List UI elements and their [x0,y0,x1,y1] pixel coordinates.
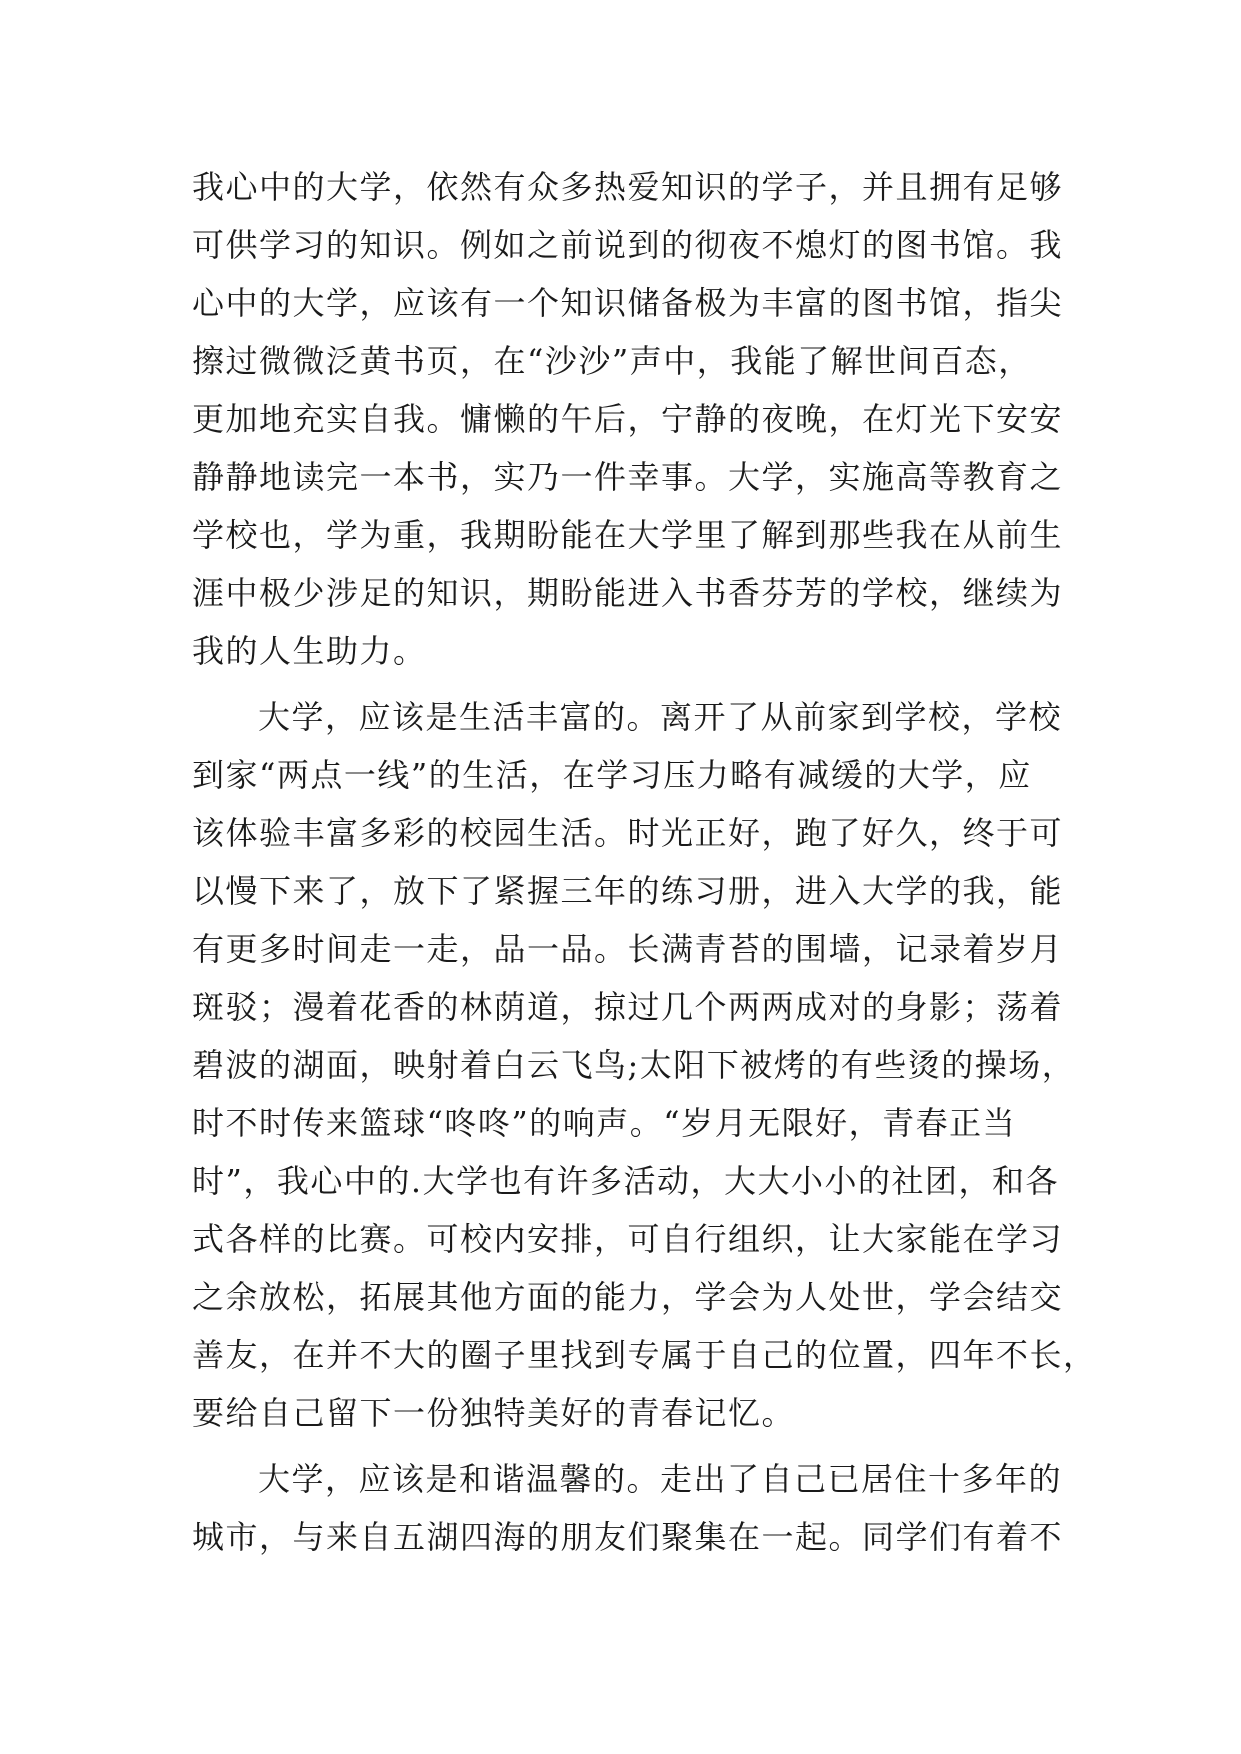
text-line: 学校也，学为重，我期盼能在大学里了解到那些我在从前生 [192,516,1064,554]
text-line: 斑驳；漫着花香的林荫道，掠过几个两两成对的身影；荡着 [192,988,1064,1026]
text-line: 该体验丰富多彩的校园生活。时光正好，跑了好久，终于可 [192,814,1064,852]
text-line: 城市，与来自五湖四海的朋友们聚集在一起。同学们有着不 [192,1518,1064,1556]
body-text [192,158,1097,1566]
text-line: 我的人生助力。 [192,632,427,670]
text-line: 涯中极少涉足的知识，期盼能进入书香芬芳的学校，继续为 [192,574,1064,612]
text-line: 善友，在并不大的圈子里找到专属于自己的位置，四年不长， [192,1336,1097,1374]
text-line: 我心中的大学，依然有众多热爱知识的学子，并且拥有足够 [192,168,1064,206]
text-line: 可供学习的知识。例如之前说到的彻夜不熄灯的图书馆。我 [192,226,1064,264]
text-line: 到家“两点一线”的生活，在学习压力略有减缓的大学，应 [192,756,1032,794]
text-line: 有更多时间走一走，品一品。长满青苔的围墙，记录着岁月 [192,930,1064,968]
text-line: 式各样的比赛。可校内安排，可自行组织，让大家能在学习 [192,1220,1064,1258]
text-line: 要给自己留下一份独特美好的青春记忆。 [192,1394,796,1432]
text-line: 时”，我心中的.大学也有许多活动，大大小小的社团，和各 [192,1162,1060,1200]
text-line: 时不时传来篮球“咚咚”的响声。“岁月无限好，青春正当 [192,1104,1017,1142]
text-line: 静静地读完一本书，实乃一件幸事。大学，实施高等教育之 [192,458,1064,496]
text-line: 以慢下来了，放下了紧握三年的练习册，进入大学的我，能 [192,872,1064,910]
text-line: 心中的大学，应该有一个知识储备极为丰富的图书馆，指尖 [192,284,1064,322]
text-line: 更加地充实自我。慵懒的午后，宁静的夜晚，在灯光下安安 [192,400,1064,438]
text-line: 碧波的湖面，映射着白云飞鸟;太阳下被烤的有些烫的操场， [192,1046,1076,1084]
text-line: 之余放松，拓展其他方面的能力，学会为人处世，学会结交 [192,1278,1064,1316]
paragraph-first-line: 大学，应该是生活丰富的。离开了从前家到学校，学校 [258,698,1063,736]
paragraph-first-line: 大学，应该是和谐温馨的。走出了自己已居住十多年的 [258,1460,1063,1498]
text-line: 擦过微微泛黄书页，在“沙沙”声中，我能了解世间百态， [192,342,1032,380]
